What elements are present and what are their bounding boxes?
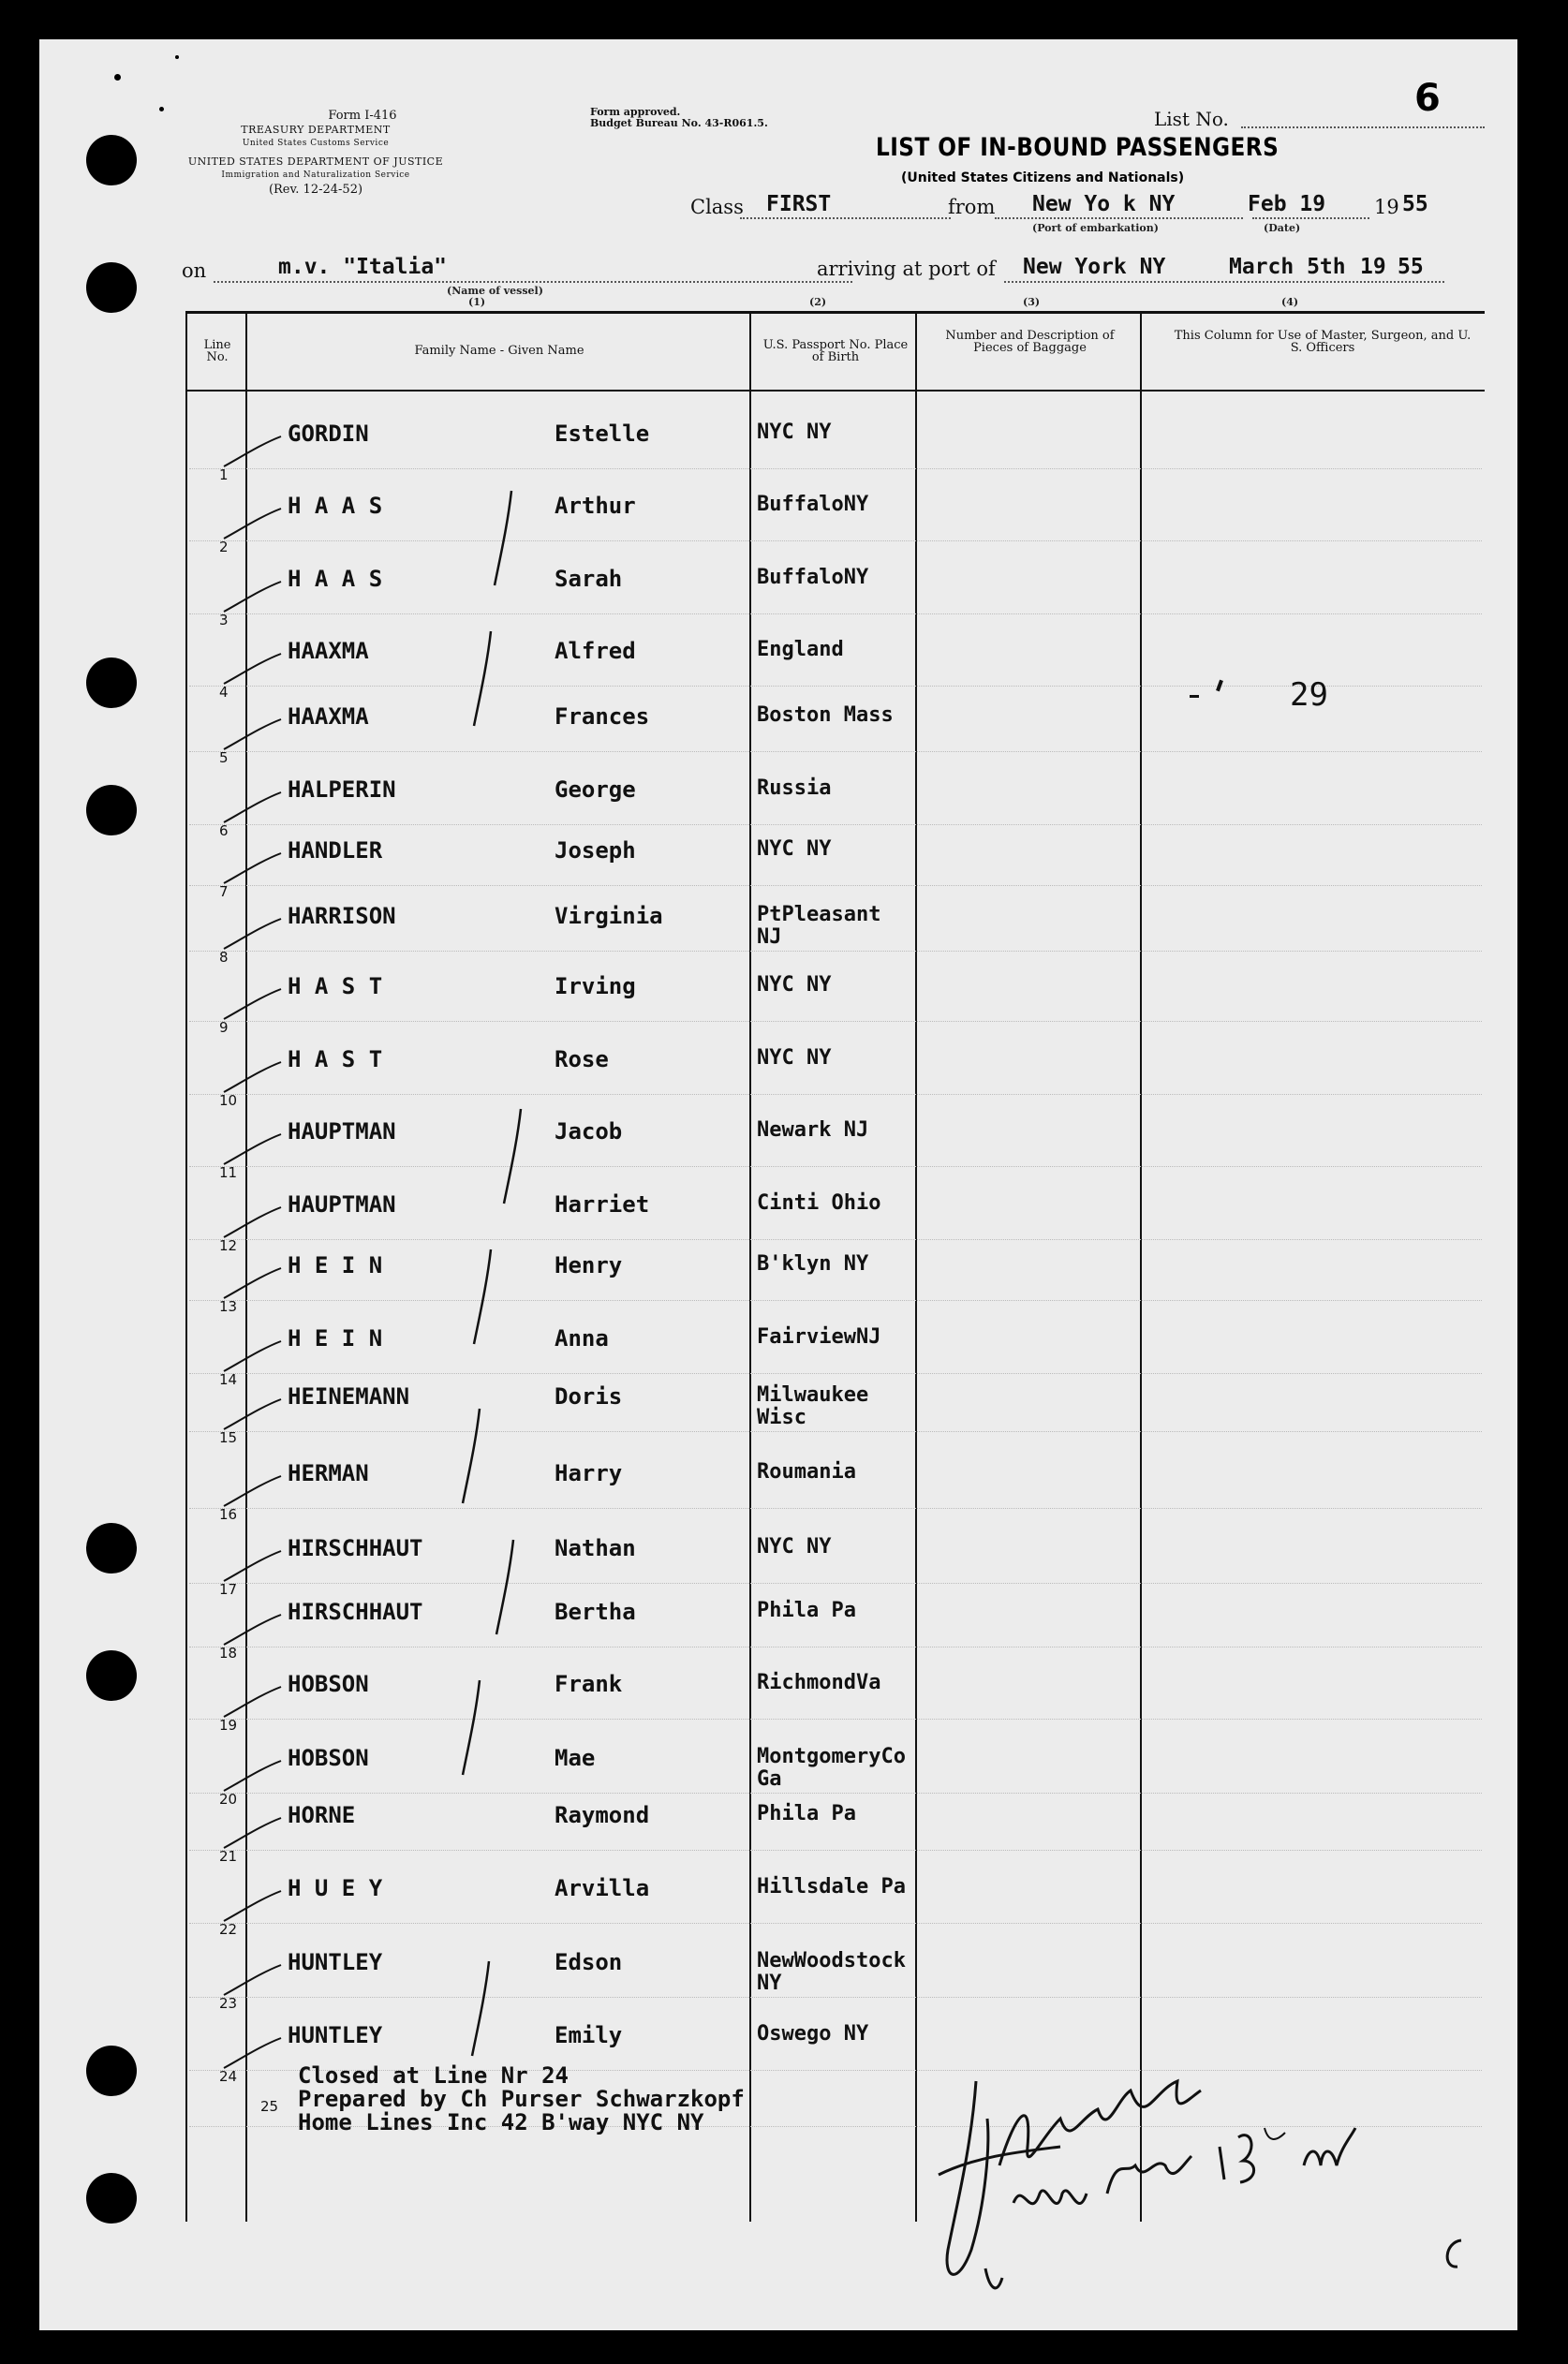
family-group-mark [466, 1958, 495, 2061]
check-tick-mark [219, 1396, 285, 1433]
table-left-border [185, 311, 187, 2222]
place-of-birth: NewWoodstock NY [757, 1949, 906, 1995]
check-tick-mark [219, 716, 285, 753]
check-tick-mark [219, 1058, 285, 1096]
line-number: 16 [219, 1506, 238, 1523]
arrival-year-value: 55 [1398, 255, 1424, 279]
col-header-passport: U.S. Passport No. Place of Birth [762, 338, 909, 364]
col-divider-name [749, 311, 751, 2222]
line-number: 11 [219, 1164, 238, 1181]
family-name: HERMAN [288, 1460, 369, 1486]
place-of-birth: England [757, 638, 844, 661]
caption-2: (2) [809, 296, 827, 308]
col-header-officers: This Column for Use of Master, Surgeon, and U. S. Officers [1174, 329, 1472, 355]
line-number: 25 [260, 2098, 279, 2115]
row-divider [189, 1850, 1482, 1851]
port-of-embarkation-value: New Yo k NY [1032, 192, 1176, 216]
punch-hole [86, 1650, 137, 1701]
form-approved-text: Form approved. [590, 106, 681, 118]
caption-4: (4) [1281, 296, 1299, 308]
punch-hole [86, 135, 137, 185]
row-divider [189, 468, 1482, 469]
row-divider [189, 1431, 1482, 1432]
agent-line: Home Lines Inc 42 B'way NYC NY [298, 2109, 704, 2135]
line-number: 24 [219, 2068, 238, 2085]
family-group-mark [489, 487, 517, 590]
vessel-field-line [214, 281, 852, 283]
given-name: Anna [555, 1325, 609, 1352]
justice-department: UNITED STATES DEPARTMENT OF JUSTICE [187, 155, 444, 168]
family-group-mark [468, 628, 496, 731]
family-name: HUNTLEY [288, 1949, 383, 1975]
given-name: Frank [555, 1671, 623, 1697]
prepared-by: Prepared by Ch Purser Schwarzkopf [298, 2086, 745, 2112]
row-divider [189, 686, 1482, 687]
place-of-birth: NYC NY [757, 837, 832, 861]
row-divider [189, 951, 1482, 952]
family-name: HAAXMA [288, 703, 369, 730]
list-number-label: List No. [1154, 108, 1229, 130]
given-name: George [555, 776, 636, 803]
line-number: 18 [219, 1645, 238, 1662]
line-number: 19 [219, 1717, 238, 1734]
col-header-line-no: Line No. [203, 338, 231, 364]
given-name: Bertha [555, 1599, 636, 1625]
row-divider [189, 1094, 1482, 1095]
arrival-port-value: New York NY [1023, 255, 1166, 279]
place-of-birth: PtPleasant NJ [757, 903, 881, 949]
check-tick-mark [219, 1757, 285, 1795]
family-name: HAUPTMAN [288, 1191, 396, 1218]
class-label: Class [690, 196, 744, 218]
family-name: H A S T [288, 1046, 383, 1072]
header-bottom-border [185, 390, 1485, 392]
given-name: Henry [555, 1252, 623, 1278]
port-caption: (Port of embarkation) [1032, 222, 1159, 234]
departure-date-value: Feb 19 [1248, 192, 1326, 216]
line-number: 2 [219, 539, 229, 555]
given-name: Alfred [555, 638, 636, 664]
family-name: H E I N [288, 1252, 383, 1278]
place-of-birth: Boston Mass [757, 703, 894, 727]
col-divider-passport [915, 311, 917, 2222]
given-name: Irving [555, 973, 636, 999]
family-name: HOBSON [288, 1745, 369, 1771]
given-name: Raymond [555, 1802, 650, 1828]
initials [1201, 2109, 1407, 2194]
family-name: HIRSCHHAUT [288, 1599, 423, 1625]
line-number: 8 [219, 949, 229, 966]
row-divider [189, 1793, 1482, 1794]
family-name: HEINEMANN [288, 1383, 410, 1410]
place-of-birth: Roumania [757, 1460, 856, 1484]
line-number: 21 [219, 1848, 238, 1865]
list-number-field [1241, 126, 1485, 128]
family-name: H A S T [288, 973, 383, 999]
vessel-name-value: m.v. "Italia" [278, 255, 448, 279]
officer-mark [1190, 695, 1199, 698]
family-name: HAAXMA [288, 638, 369, 664]
family-name: HAUPTMAN [288, 1118, 396, 1145]
family-name: HOBSON [288, 1671, 369, 1697]
family-name: H E I N [288, 1325, 383, 1352]
family-name: HORNE [288, 1802, 356, 1828]
given-name: Doris [555, 1383, 623, 1410]
family-group-mark [491, 1536, 519, 1639]
form-approval [590, 107, 768, 129]
family-group-mark [498, 1105, 526, 1208]
given-name: Virginia [555, 903, 663, 929]
given-name: Jacob [555, 1118, 623, 1145]
place-of-birth: NYC NY [757, 973, 832, 997]
check-tick-mark [219, 1130, 285, 1168]
check-tick-mark [219, 578, 285, 615]
line-number: 10 [219, 1092, 238, 1109]
check-tick-mark [219, 1204, 285, 1241]
line-number: 13 [219, 1298, 238, 1315]
check-tick-mark [219, 433, 285, 470]
date-field-line [1252, 217, 1369, 219]
line-number: 22 [219, 1921, 238, 1938]
given-name: Harriet [555, 1191, 650, 1218]
given-name: Nathan [555, 1535, 636, 1561]
check-tick-mark [219, 915, 285, 953]
speck [114, 74, 121, 81]
check-tick-mark [219, 789, 285, 826]
margin-mark [1435, 2231, 1472, 2278]
family-name: HALPERIN [288, 776, 396, 803]
line-number: 14 [219, 1371, 238, 1388]
place-of-birth: BuffaloNY [757, 493, 869, 516]
row-divider [189, 1997, 1482, 1998]
family-group-mark [457, 1405, 485, 1508]
place-of-birth: RichmondVa [757, 1671, 881, 1694]
given-name: Frances [555, 703, 650, 730]
arriving-label: arriving at port of [817, 258, 996, 280]
line-number: 5 [219, 749, 229, 766]
given-name: Emily [555, 2022, 623, 2048]
check-tick-mark [219, 1683, 285, 1721]
given-name: Sarah [555, 566, 623, 592]
class-value: FIRST [766, 192, 832, 216]
given-name: Arthur [555, 493, 636, 519]
col-divider-baggage [1140, 311, 1142, 2222]
check-tick-mark [219, 1887, 285, 1925]
row-divider [189, 1239, 1482, 1240]
place-of-birth: Russia [757, 776, 832, 800]
line-number: 23 [219, 1995, 238, 2012]
family-name: H U E Y [288, 1875, 383, 1901]
line-number: 9 [219, 1019, 229, 1036]
given-name: Arvilla [555, 1875, 650, 1901]
punch-hole [86, 785, 137, 835]
row-divider [189, 1300, 1482, 1301]
punch-hole [86, 2046, 137, 2096]
row-divider [189, 824, 1482, 825]
given-name: Joseph [555, 837, 636, 864]
vessel-caption: (Name of vessel) [447, 285, 543, 297]
check-tick-mark [219, 1814, 285, 1852]
line-number: 12 [219, 1237, 238, 1254]
row-divider [189, 1166, 1482, 1167]
check-tick-mark [219, 1472, 285, 1510]
manifest-page [39, 39, 1517, 2330]
given-name: Harry [555, 1460, 623, 1486]
given-name: Mae [555, 1745, 596, 1771]
row-divider [189, 1508, 1482, 1509]
treasury-department: TREASURY DEPARTMENT [241, 124, 391, 136]
check-tick-mark [219, 1547, 285, 1585]
row-divider [189, 1923, 1482, 1924]
revision-date: (Rev. 12-24-52) [268, 183, 363, 197]
check-tick-mark [219, 1961, 285, 1999]
row-divider [189, 540, 1482, 541]
row-divider [189, 1583, 1482, 1584]
budget-bureau-text: Budget Bureau No. 43-R061.5. [590, 117, 768, 129]
place-of-birth: FairviewNJ [757, 1325, 881, 1349]
punch-hole [86, 2173, 137, 2224]
closed-at-line: Closed at Line Nr 24 [298, 2062, 569, 2089]
check-tick-mark [219, 1337, 285, 1375]
year-label: 19 [1374, 196, 1399, 218]
line-number: 3 [219, 612, 229, 628]
place-of-birth: MontgomeryCo Ga [757, 1745, 906, 1791]
form-number: Form I-416 [328, 109, 397, 123]
line-number: 17 [219, 1581, 238, 1598]
page-title: LIST OF IN-BOUND PASSENGERS [876, 133, 1280, 162]
family-name: H A A S [288, 566, 383, 592]
place-of-birth: Newark NJ [757, 1118, 869, 1142]
row-divider [189, 613, 1482, 614]
place-of-birth: Cinti Ohio [757, 1191, 881, 1215]
place-of-birth: NYC NY [757, 1046, 832, 1070]
caption-3: (3) [1023, 296, 1041, 308]
family-group-mark [457, 1677, 485, 1780]
place-of-birth: BuffaloNY [757, 566, 869, 589]
line-number: 1 [219, 466, 229, 483]
table-top-border [185, 311, 1485, 314]
arrival-field-line [1004, 281, 1444, 283]
check-tick-mark [219, 1264, 285, 1302]
page-number: 6 [1414, 77, 1441, 120]
caption-1: (1) [468, 296, 486, 308]
family-group-mark [468, 1246, 496, 1349]
punch-hole [86, 1523, 137, 1574]
page-subtitle: (United States Citizens and Nationals) [901, 170, 1185, 185]
row-divider [189, 1373, 1482, 1374]
place-of-birth: NYC NY [757, 421, 832, 444]
check-tick-mark [219, 850, 285, 887]
family-name: HIRSCHHAUT [288, 1535, 423, 1561]
place-of-birth: Milwaukee Wisc [757, 1383, 869, 1429]
place-of-birth: Phila Pa [757, 1599, 856, 1622]
date-caption: (Date) [1264, 222, 1301, 234]
given-name: Estelle [555, 421, 650, 447]
arrival-date-value: March 5th [1229, 255, 1346, 279]
line-number: 7 [219, 883, 229, 900]
place-of-birth: Oswego NY [757, 2022, 869, 2046]
family-name: H A A S [288, 493, 383, 519]
punch-hole [86, 262, 137, 313]
immigration-service: Immigration and Naturalization Service [221, 170, 410, 180]
family-name: HANDLER [288, 837, 383, 864]
form-agency-block [180, 109, 451, 197]
given-name: Rose [555, 1046, 609, 1072]
place-of-birth: Hillsdale Pa [757, 1875, 906, 1899]
check-tick-mark [219, 505, 285, 542]
family-name: HUNTLEY [288, 2022, 383, 2048]
row-divider [189, 1021, 1482, 1022]
arrival-year-label: 19 [1360, 255, 1386, 279]
line-number: 15 [219, 1429, 238, 1446]
punch-hole [86, 657, 137, 708]
place-of-birth: NYC NY [757, 1535, 832, 1559]
year-value: 55 [1402, 192, 1428, 216]
check-tick-mark [219, 1611, 285, 1648]
row-divider [189, 751, 1482, 752]
col-header-name: Family Name - Given Name [414, 344, 584, 358]
place-of-birth: Phila Pa [757, 1802, 856, 1825]
customs-service: United States Customs Service [242, 139, 390, 148]
officer-note: 29 [1290, 676, 1328, 714]
speck [159, 107, 164, 111]
family-name: HARRISON [288, 903, 396, 929]
check-tick-mark [219, 2034, 285, 2072]
family-name: GORDIN [288, 421, 369, 447]
line-number: 20 [219, 1791, 238, 1808]
on-label: on [182, 259, 207, 282]
given-name: Edson [555, 1949, 623, 1975]
row-divider [189, 1719, 1482, 1720]
from-field-line [995, 217, 1243, 219]
speck [175, 55, 179, 59]
check-tick-mark [219, 985, 285, 1023]
line-number: 4 [219, 684, 229, 701]
row-divider [189, 885, 1482, 886]
check-tick-mark [219, 650, 285, 687]
from-label: from [948, 196, 996, 218]
line-number: 6 [219, 822, 229, 839]
col-header-baggage: Number and Description of Pieces of Baggage [945, 329, 1115, 355]
class-field-line [740, 217, 951, 219]
place-of-birth: B'klyn NY [757, 1252, 869, 1276]
